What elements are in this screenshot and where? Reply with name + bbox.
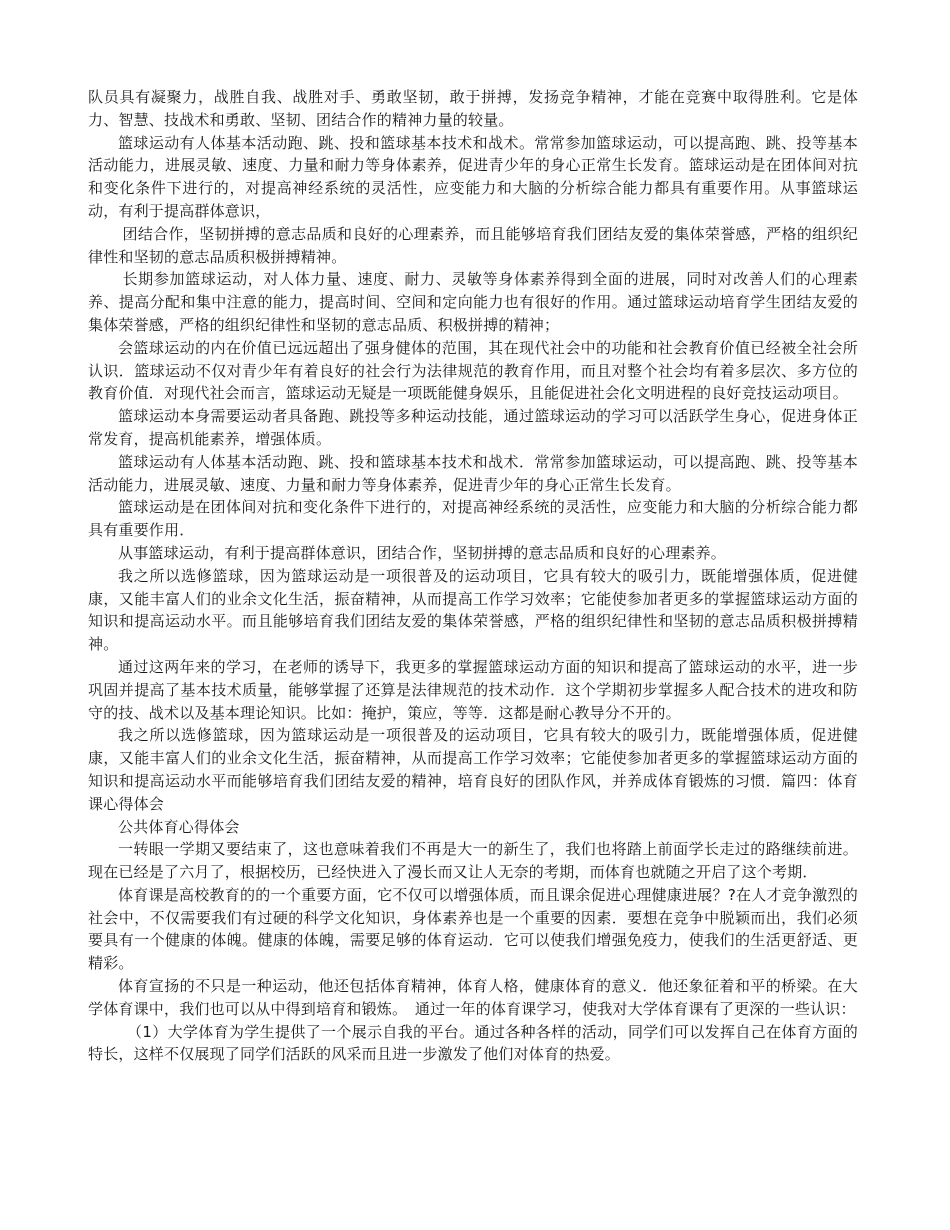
paragraph: 从事篮球运动，有利于提高群体意识，团结合作，坚韧拼搏的意志品质和良好的心理素养。 — [118, 543, 727, 562]
paragraph: 通过这两年来的学习，在老师的诱导下，我更多的掌握篮球运动方面的知识和提高了篮球运动的水平，进一步巩固并提高了基本技术质量，能够掌握了还算是法律规范的技术动作．这个学期初步掌握多人配合技术的进攻和防守的技、战术以及基本理论知识。比如：掩护，策应，等等．这都是耐心教导分不开的。 — [88, 657, 858, 722]
paragraph: 篮球运动本身需要运动者具备跑、跳投等多种运动技能，通过篮球运动的学习可以活跃学生身心，促进身体正常发育，提高机能素养，增强体质。 — [88, 407, 858, 448]
list-item: （1）大学体育为学生提供了一个展示自我的平台。通过各种各样的活动，同学们可以发挥自己在体育方面的特长，这样不仅展现了同学们活跃的风采而且进一步激发了他们对体育的热爱。 — [88, 1022, 858, 1064]
paragraph: 长期参加篮球运动，对人体力量、速度、耐力、灵敏等身体素养得到全面的进展，同时对改善人们的心理素养、提高分配和集中注意的能力，提高时间、空间和定向能力也有很好的作用。通过篮球运动培育学生团结友爱的集体荣誉感，严格的组织纪律性和坚韧的意志品质、积极拼搏的精神； — [88, 270, 858, 334]
paragraph: 篮球运动有人体基本活动跑、跳、投和篮球基本技术和战术。常常参加篮球运动，可以提高跑、跳、投等基本活动能力，进展灵敏、速度、力量和耐力等身体素养，促进青少年的身心正常生长发育。篮球运动是在团体间对抗和变化条件下进行的，对提高神经系统的灵活性，应变能力和大脑的分析综合能力都具有重要作用。从事篮球运动，有利于提高群体意识， — [88, 133, 858, 220]
paragraph: 体育课是高校教育的的一个重要方面，它不仅可以增强体质，而且课余促进心理健康进展？?在人才竞争激烈的社会中，不仅需要我们有过硬的科学文化知识，身体素养也是一个重要的因素．要想在竞争中脱颖而出，我们必须要具有一个健康的体魄。健康的体魄，需要足够的体育运动．它可以使我们增强免疫力，使我们的生活更舒适、更精彩。 — [88, 885, 858, 973]
paragraph: 篮球运动是在团体间对抗和变化条件下进行的，对提高神经系统的灵活性，应变能力和大脑的分析综合能力都具有重要作用． — [88, 498, 858, 540]
document-body — [88, 86, 858, 1066]
paragraph: 团结合作，坚韧拼搏的意志品质和良好的心理素养，而且能够培育我们团结友爱的集体荣誉感，严格的组织纪律性和坚韧的意志品质积极拼搏精神。 — [88, 224, 858, 266]
paragraph: 队员具有凝聚力，战胜自我、战胜对手、勇敢坚韧，敢于拼搏，发扬竞争精神，才能在竞赛中取得胜利。它是体力、智慧、技战术和勇敢、坚韧、团结合作的精神力量的较量。 — [88, 88, 858, 129]
paragraph: 一转眼一学期又要结束了，这也意味着我们不再是大一的新生了，我们也将踏上前面学长走过的路继续前进。现在已经是了六月了，根据校历，已经快进入了漫长而又让人无奈的考期，而体育也就随之开启了这个考期． — [88, 840, 858, 882]
paragraph: 我之所以选修篮球，因为篮球运动是一项很普及的运动项目，它具有较大的吸引力，既能增强体质，促进健康，又能丰富人们的业余文化生活，振奋精神，从而提高工作学习效率；它能使参加者更多的掌握篮球运动方面的知识和提高运动水平。而且能够培育我们团结友爱的集体荣誉感，严格的组织纪律性和坚韧的意志品质积极拼搏精神。 — [88, 566, 858, 654]
section-heading: 公共体育心得体会 — [118, 817, 240, 836]
paragraph: 会篮球运动的内在价值已远远超出了强身健体的范围，其在现代社会中的功能和社会教育价值已经被全社会所认识．篮球运动不仅对青少年有着良好的社会行为法律规范的教育作用，而且对整个社会均有着多层次、多方位的教育价值．对现代社会而言，篮球运动无疑是一项既能健身娱乐，且能促进社会化文明进程的良好竞技运动项目。 — [88, 338, 858, 403]
paragraph: 体育宣扬的不只是一种运动，他还包括体育精神，体育人格，健康体育的意义．他还象征着和平的桥梁。在大学体育课中，我们也可以从中得到培育和锻炼。 通过一年的体育课学习，使我对大学体育课有了更深的一些认识： — [88, 977, 858, 1018]
paragraph: 篮球运动有人体基本活动跑、跳、投和篮球基本技术和战术．常常参加篮球运动，可以提高跑、跳、投等基本活动能力，进展灵敏、速度、力量和耐力等身体素养，促进青少年的身心正常生长发育。 — [88, 452, 858, 494]
paragraph: 我之所以选修篮球，因为篮球运动是一项很普及的运动项目，它具有较大的吸引力，既能增强体质，促进健康，又能丰富人们的业余文化生活，振奋精神，从而提高工作学习效率；它能使参加者更多的掌握篮球运动方面的知识和提高运动水平而能够培育我们团结友爱的精神，培育良好的团队作风，并养成体育锻炼的习惯．篇四：体育课心得体会 — [88, 726, 858, 813]
